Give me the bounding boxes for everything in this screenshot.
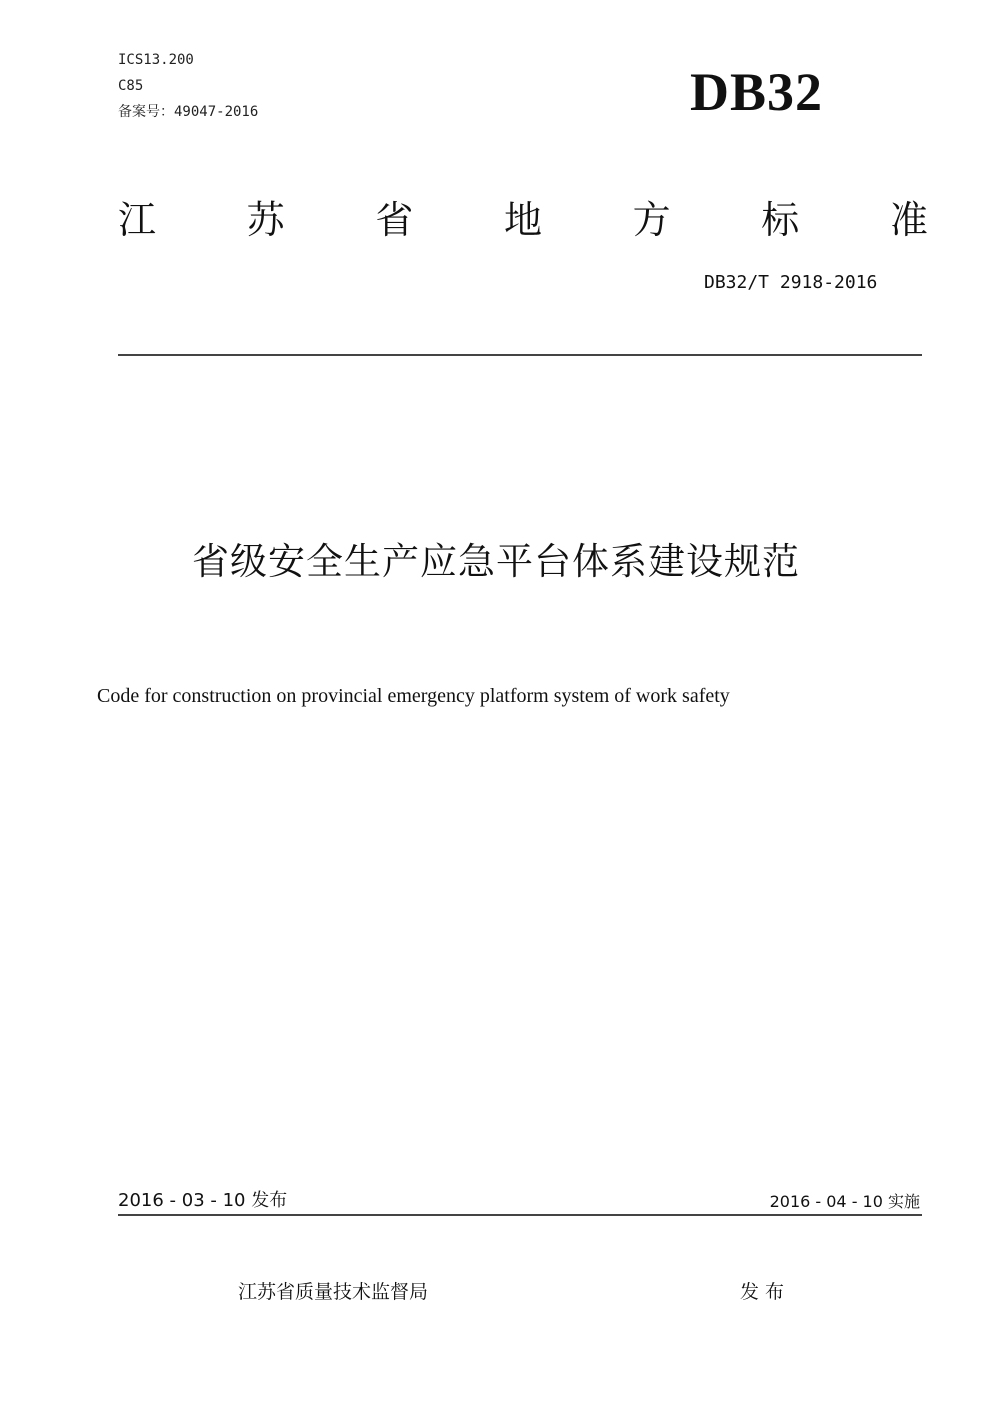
category-title	[118, 188, 928, 244]
ccs-code: C85	[118, 78, 144, 94]
top-divider	[118, 354, 922, 356]
standard-number: DB32/T 2918-2016	[704, 272, 878, 293]
category-title-char: 地	[503, 197, 542, 242]
standard-code-logo: DB32	[690, 62, 824, 122]
category-title-char: 省	[375, 197, 414, 242]
document-title-en: Code for construction on provincial emergency platform system of work safety	[97, 685, 730, 707]
category-title-char: 苏	[246, 197, 285, 242]
category-title-char: 江	[118, 197, 157, 242]
issue-date: 2016 - 03 - 10 发布	[118, 1190, 288, 1211]
implementation-date: 2016 - 04 - 10 实施	[769, 1192, 920, 1211]
document-title-cn: 省级安全生产应急平台体系建设规范	[192, 540, 800, 583]
bottom-divider	[118, 1214, 922, 1216]
issuing-authority: 江苏省质量技术监督局	[238, 1281, 429, 1303]
category-title-char: 方	[632, 197, 671, 242]
ics-code: ICS13.200	[118, 52, 194, 68]
issue-label: 发 布	[740, 1281, 785, 1303]
category-title-char: 标	[761, 197, 800, 242]
category-title-char: 准	[889, 197, 928, 242]
filing-number: 备案号：49047-2016	[118, 104, 259, 120]
